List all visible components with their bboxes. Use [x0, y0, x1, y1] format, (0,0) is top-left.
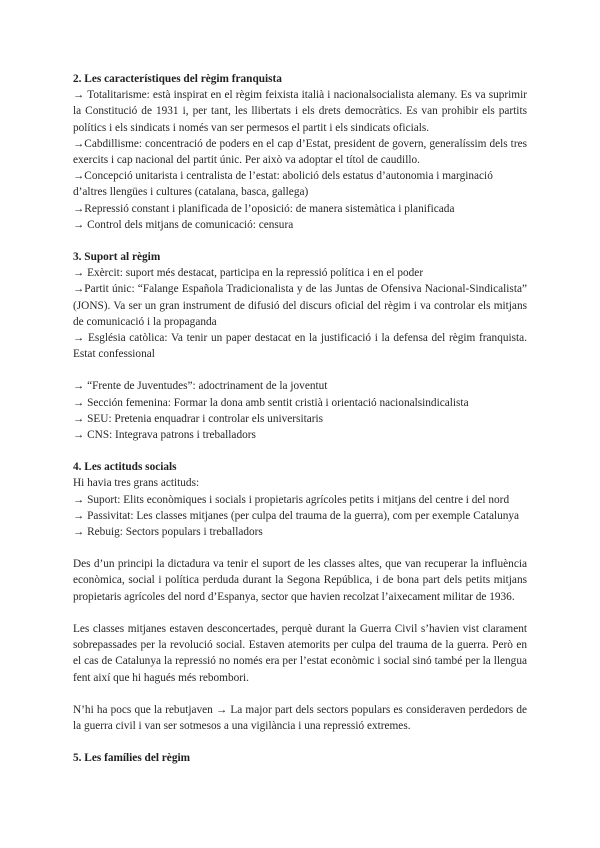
section-3-item-esglesia: → Església catòlica: Va tenir un paper destacat en la justificació i la defensa del règim franquista. Estat confessional: [73, 332, 527, 361]
section-4-item-rebuig: → Rebuig: Sectors populars i treballadors: [73, 526, 263, 539]
section-2-item-censura: → Control dels mitjans de comunicació: censura: [73, 218, 294, 231]
section-4-item-passivitat: → Passivitat: Les classes mitjanes (per culpa del trauma de la guerra), com per exemple Catalunya: [73, 509, 520, 522]
section-3-item-exercit: → Exèrcit: suport més destacat, participa en la repressió política i en el poder: [73, 267, 424, 280]
section-4-item-suport: → Suport: Elits econòmiques i socials i propietaris agrícoles petits i mitjans del centre i del nord: [73, 493, 510, 506]
section-4-paragraph-classes-altes: Des d’un principi la dictadura va tenir el suport de les classes altes, que van recuperar la influència econòmica, social i política perduda durant la Segona República, i de bona part dels petits mitjans propietaris agrícoles del nord d’Espanya, sector que havien recolzat l’aixecament militar de 1936.: [73, 558, 527, 603]
section-4-paragraph-classes-mitjanes: Les classes mitjanes estaven desconcertades, perquè durant la Guerra Civil s’havien vist clarament sobrepassades per la revolució social. Estaven atemorits per culpa del trauma de la guerra. Però en el cas de Catalunya la repressió no només era per l’estat econòmic i social sinó també per la llengua fent així que hi hagués més rebombori.: [73, 622, 527, 684]
section-3-item-seccion-femenina: → Sección femenina: Formar la dona amb sentit cristià i orientació nacionalsindicalista: [73, 396, 469, 409]
section-4-paragraph-sectors-populars: N’hi ha pocs que la rebutjaven → La major part dels sectors populars es consideraven perdedors de la guerra civil i van ser sotmesos a una vigilància i una repressió extremes.: [73, 703, 527, 732]
section-2-item-totalitarisme: → Totalitarisme: està inspirat en el règim feixista italià i nacionalsocialista alemany. Es va suprimir la Constitució de 1931 i, per tant, les llibertats i els drets democràtics. Es van prohibir els partits polítics i els sindicats i només van ser permesos el partit i els sindicats oficials.: [73, 89, 527, 134]
section-4-heading: 4. Les actituds socials: [73, 461, 177, 474]
section-3-item-seu: → SEU: Pretenia enquadrar i controlar els universitaris: [73, 412, 324, 425]
section-3-heading: 3. Suport al règim: [73, 251, 161, 264]
section-3-item-cns: → CNS: Integrava patrons i treballadors: [73, 429, 256, 442]
section-5-heading: 5. Les famílies del règim: [73, 752, 191, 765]
section-3-item-partit-unic: →Partit únic: “Falange Española Tradicionalista y de las Juntas de Ofensiva Nacional-Sindicalista” (JONS). Va ser un gran instrument de difusió del discurs oficial del règim i va controlar els mitjans de comunicació i la propaganda: [73, 283, 527, 328]
section-4-intro: Hi havia tres grans actituds:: [73, 477, 200, 490]
section-2-item-cabdillisme: →Cabdillisme: concentració de poders en el cap d’Estat, president de govern, generalíssim dels tres exercits i cap nacional del partit únic. Per això va adoptar el títol de caudillo.: [73, 137, 527, 167]
section-2-item-centralisme: →Concepció unitarista i centralista de l’estat: abolició dels estatus d’autonomia i marginació d’altres llengües i cultures (catalana, basca, gallega): [73, 170, 493, 199]
section-3-item-frente-juventudes: → “Frente de Juventudes”: adoctrinament de la joventut: [73, 380, 328, 393]
section-2-item-repressio: →Repressió constant i planificada de l’oposició: de manera sistemàtica i planificada: [73, 202, 455, 215]
section-2-heading: 2. Les característiques del règim franquista: [73, 73, 282, 85]
